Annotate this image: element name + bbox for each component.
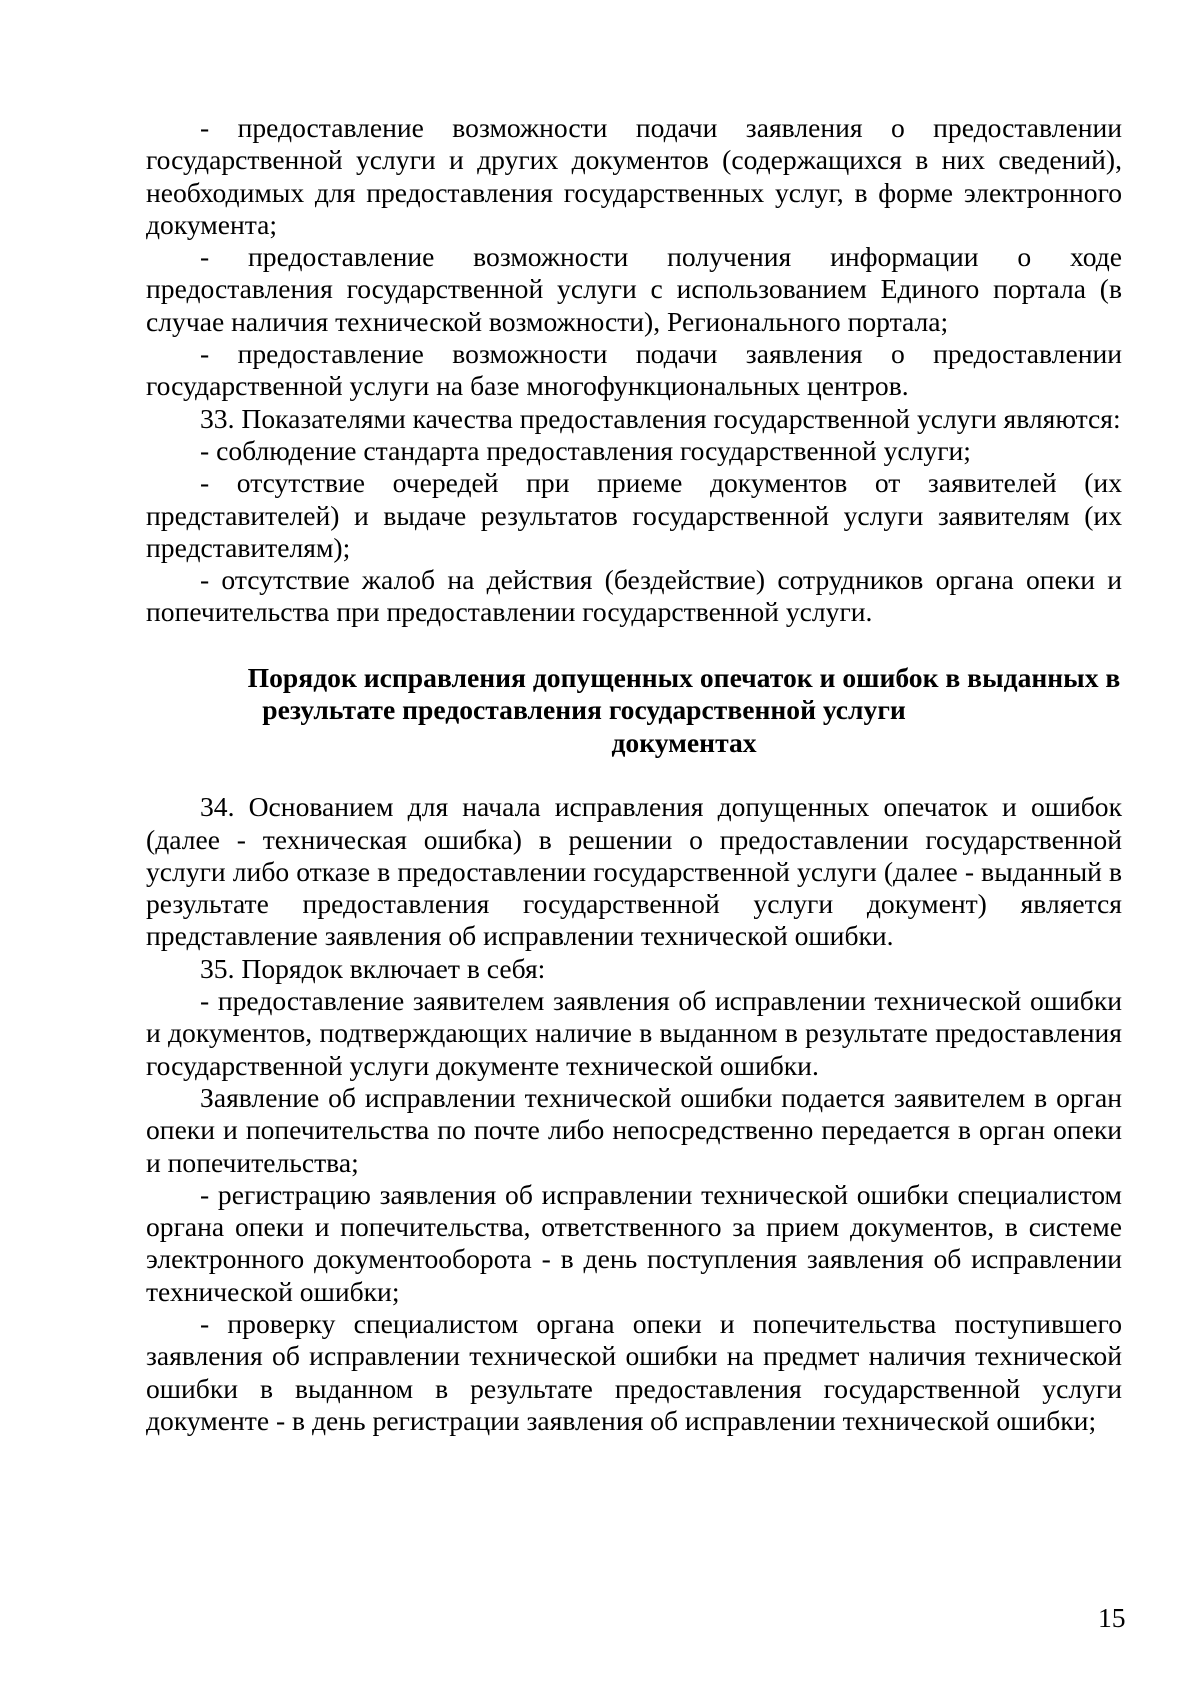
paragraph-verification: - проверку специалистом органа опеки и попечительства поступившего заявления об исправлении технической ошибки на предмет наличия технической ошибки в выданном в результате предоставления государственной услуги документе - в день регистрации заявления об исправлении технической ошибки;: [146, 1308, 1122, 1436]
paragraph-application-delivery: Заявление об исправлении технической ошибки подается заявителем в орган опеки и попечительства по почте либо непосредственно передается в орган опеки и попечительства;: [146, 1081, 1122, 1178]
paragraph-35-procedure: 35. Порядок включает в себя:: [200, 952, 546, 984]
page-number: 15: [1098, 1602, 1126, 1633]
section-heading-line-2: результате предоставления государственной услуги: [262, 694, 906, 726]
paragraph-no-complaints: - отсутствие жалоб на действия (бездействие) сотрудников органа опеки и попечительства при предоставлении государственной услуги.: [146, 564, 1122, 628]
paragraph-mfc-submission: - предоставление возможности подачи заявления о предоставлении государственной услуги на базе многофункциональных центров.: [146, 338, 1122, 402]
document-page: [146, 112, 1122, 1437]
paragraph-33-quality-indicators: 33. Показателями качества предоставления государственной услуги являются:: [200, 402, 1121, 434]
paragraph-application-submission: - предоставление заявителем заявления об исправлении технической ошибки и документов, подтверждающих наличие в выданном в результате предоставления государственной услуги документе технической ошибки.: [146, 985, 1122, 1081]
paragraph-34-correction-basis: 34. Основанием для начала исправления допущенных опечаток и ошибок (далее - техническая ошибка) в решении о предоставлении государственной услуги либо отказе в предоставлении государственной услуги (далее - выданный в результате предоставления государственной услуги документ) является представление заявления об исправлении технической ошибки.: [146, 791, 1122, 952]
paragraph-registration: - регистрацию заявления об исправлении технической ошибки специалистом органа опеки и попечительства, ответственного за прием документов, в системе электронного документооборота - в день поступления заявления об исправлении технической ошибки;: [146, 1178, 1122, 1307]
paragraph-standard-compliance: - соблюдение стандарта предоставления государственной услуги;: [200, 434, 971, 466]
section-heading-line-3: документах: [611, 726, 757, 758]
section-heading-line-1: Порядок исправления допущенных опечаток и ошибок в выданных в: [247, 661, 1121, 693]
paragraph-electronic-submission: - предоставление возможности подачи заявления о предоставлении государственной услуги и других документов (содержащихся в них сведений), необходимых для предоставления государственных услуг, в форме электронного документа;: [146, 112, 1122, 240]
paragraph-no-queues: - отсутствие очередей при приеме документов от заявителей (их представителей) и выдаче результатов государственной услуги заявителям (их представителям);: [146, 467, 1122, 563]
section-heading: [146, 662, 1122, 760]
paragraph-progress-information: - предоставление возможности получения информации о ходе предоставления государственной услуги с использованием Единого портала (в случае наличия технической возможности), Регионального портала;: [146, 241, 1122, 337]
